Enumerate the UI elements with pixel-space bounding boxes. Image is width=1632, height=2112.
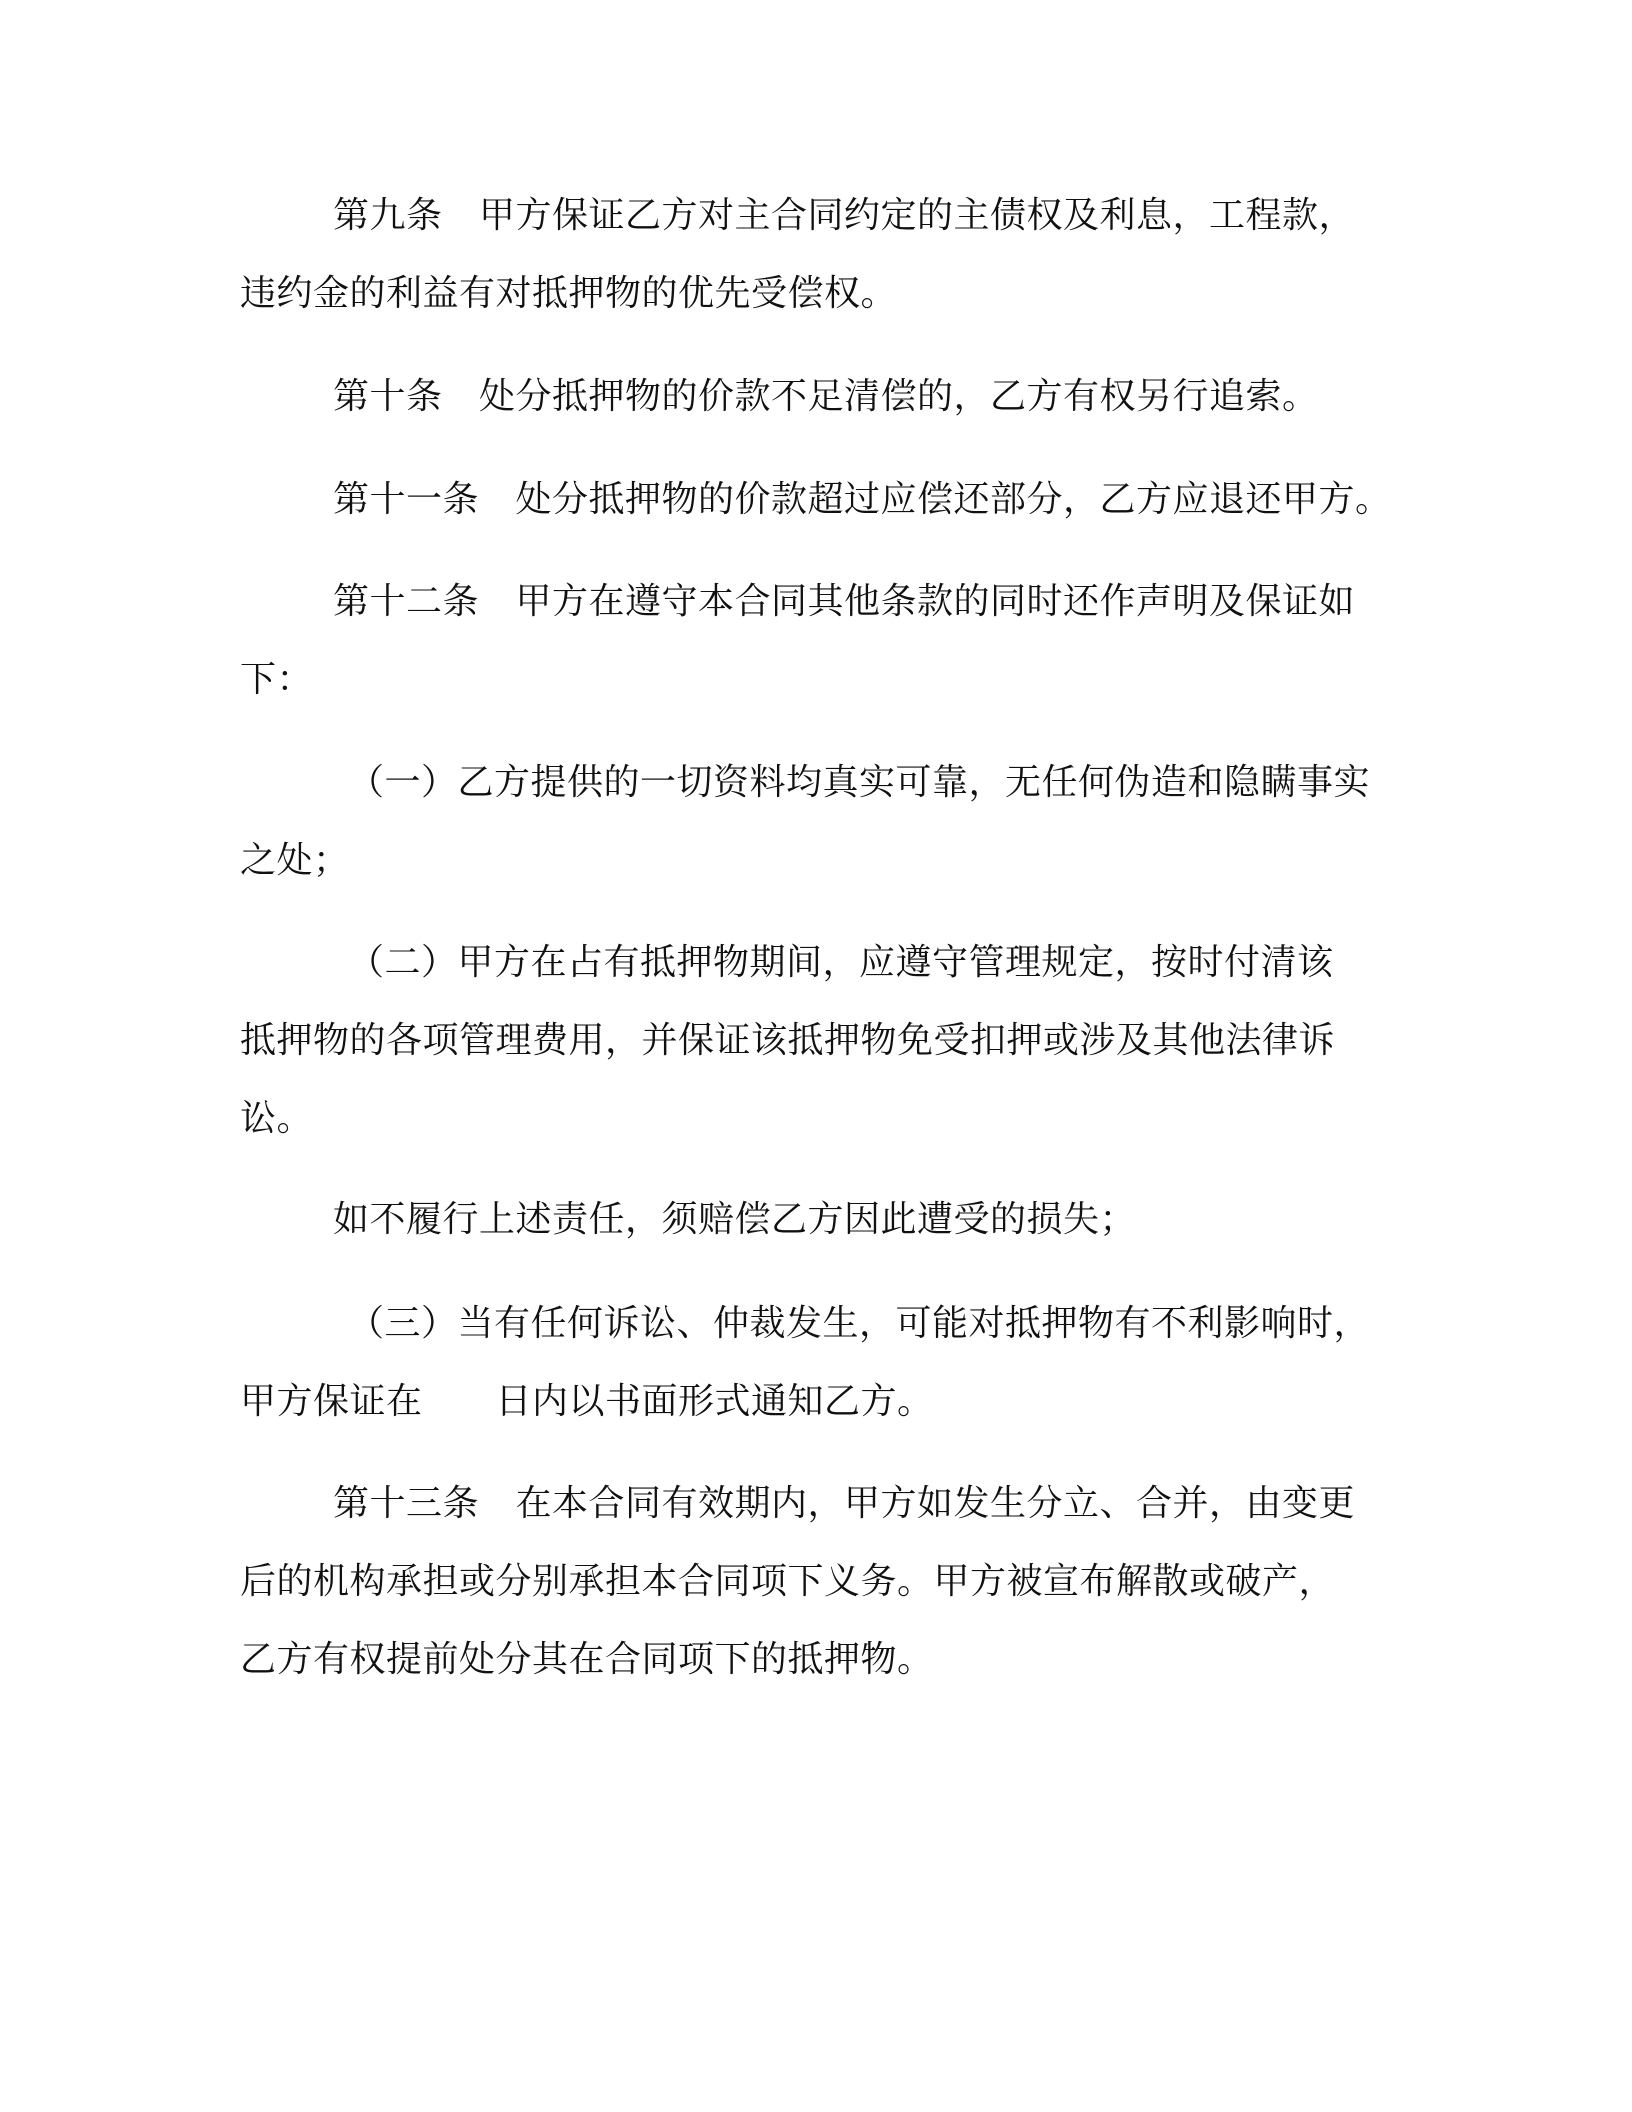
article-12-line-2: 下：: [240, 659, 314, 700]
article-13-line-2: 后的机构承担或分别承担本合同项下义务。甲方被宣布解散或破产，: [240, 1561, 1336, 1602]
clause-2-line-2: 抵押物的各项管理费用，并保证该抵押物免受扣押或涉及其他法律诉: [240, 1020, 1336, 1061]
article-11: 第十一条 处分抵押物的价款超过应偿还部分，乙方应退还甲方。: [333, 479, 1392, 520]
clause-2-line-3: 讼。: [240, 1098, 314, 1139]
article-9-line-2: 违约金的利益有对抵押物的优先受偿权。: [240, 273, 898, 314]
clause-2-line-1: （二）甲方在占有抵押物期间，应遵守管理规定，按时付清该: [348, 942, 1334, 983]
article-13-line-1: 第十三条 在本合同有效期内，甲方如发生分立、合并，由变更: [333, 1483, 1356, 1524]
clause-1-line-1: （一）乙方提供的一切资料均真实可靠，无任何伪造和隐瞒事实: [348, 762, 1371, 803]
article-12-line-1: 第十二条 甲方在遵守本合同其他条款的同时还作声明及保证如: [333, 581, 1356, 622]
article-9-line-1: 第九条 甲方保证乙方对主合同约定的主债权及利息，工程款，: [333, 195, 1356, 236]
liability-line: 如不履行上述责任，须赔偿乙方因此遭受的损失；: [333, 1199, 1137, 1240]
clause-3-line-2: 甲方保证在 日内以书面形式通知乙方。: [240, 1381, 934, 1422]
article-13-line-3: 乙方有权提前处分其在合同项下的抵押物。: [240, 1639, 934, 1680]
clause-1-line-2: 之处；: [240, 840, 350, 881]
article-10: 第十条 处分抵押物的价款不足清偿的，乙方有权另行追索。: [333, 376, 1319, 417]
clause-3-line-1: （三）当有任何诉讼、仲裁发生，可能对抵押物有不利影响时，: [348, 1303, 1371, 1344]
